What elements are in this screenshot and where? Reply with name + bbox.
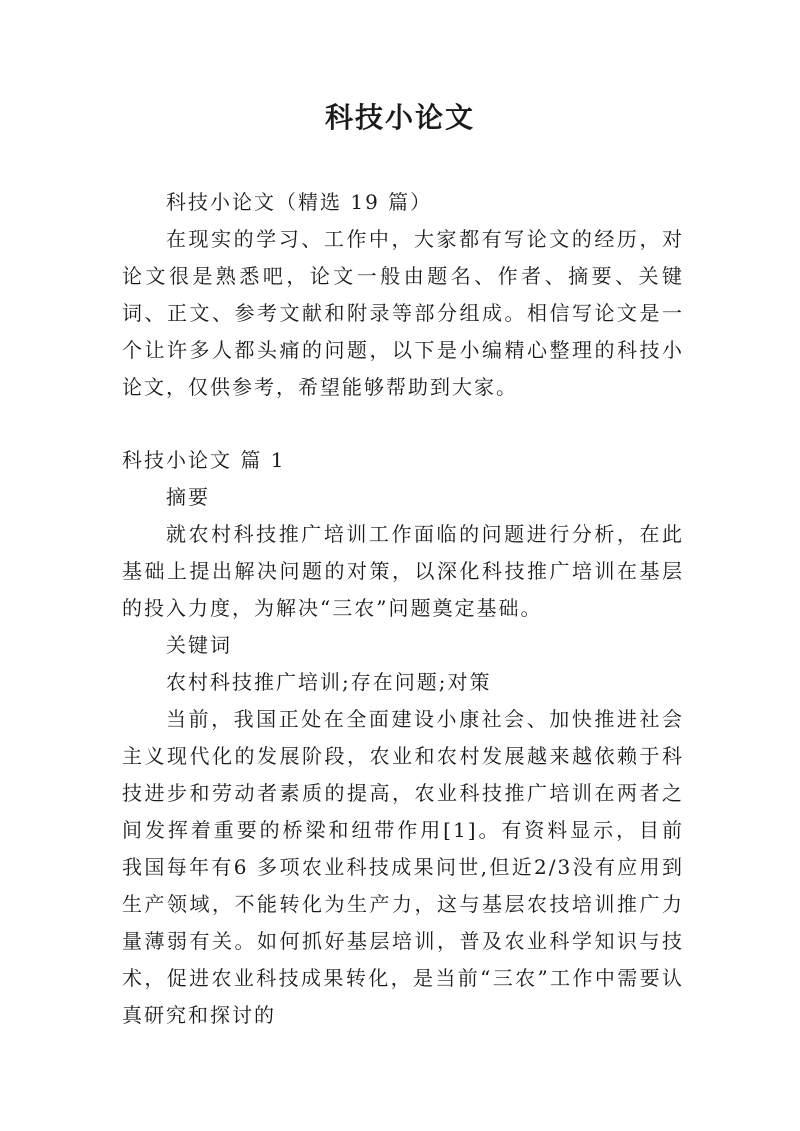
keywords-label: 关键词 [166, 633, 232, 657]
section-gap [122, 406, 684, 442]
section-heading: 科技小论文 篇 1 [122, 448, 286, 472]
subtitle: 科技小论文（精选 19 篇） [166, 190, 433, 214]
intro-paragraph: 在现实的学习、工作中，大家都有写论文的经历，对论文很是熟悉吧，论文一般由题名、作者、摘要、关键词、正文、参考文献和附录等部分组成。相信写论文是一个让许多人都头痛的问题，以下是小编精心整理的科技小论文，仅供参考，希望能够帮助到大家。 [122, 227, 684, 399]
body-paragraph: 当前，我国正处在全面建设小康社会、加快推进社会主义现代化的发展阶段，农业和农村发展越来越依赖于科技进步和劳动者素质的提高，农业科技推广培训在两者之间发挥着重要的桥梁和纽带作用[1]。有资料显示，目前我国每年有6 多项农业科技成果问世,但近2/3没有应用到生产领域，不能转化为生产力，这与基层农技培训推广力量薄弱有关。如何抓好基层培训，普及农业科学知识与技术，促进农业科技成果转化，是当前“三农”工作中需要认真研究和探讨的 [122, 707, 684, 1027]
document-body [122, 184, 684, 1034]
keywords-paragraph: 农村科技推广培训;存在问题;对策 [166, 670, 492, 694]
abstract-label: 摘要 [166, 485, 210, 509]
document-title: 科技小论文 [324, 101, 475, 134]
abstract-paragraph: 就农村科技推广培训工作面临的问题进行分析，在此基础上提出解决问题的对策，以深化科技推广培训在基层的投入力度，为解决“三农”问题奠定基础。 [122, 522, 684, 620]
